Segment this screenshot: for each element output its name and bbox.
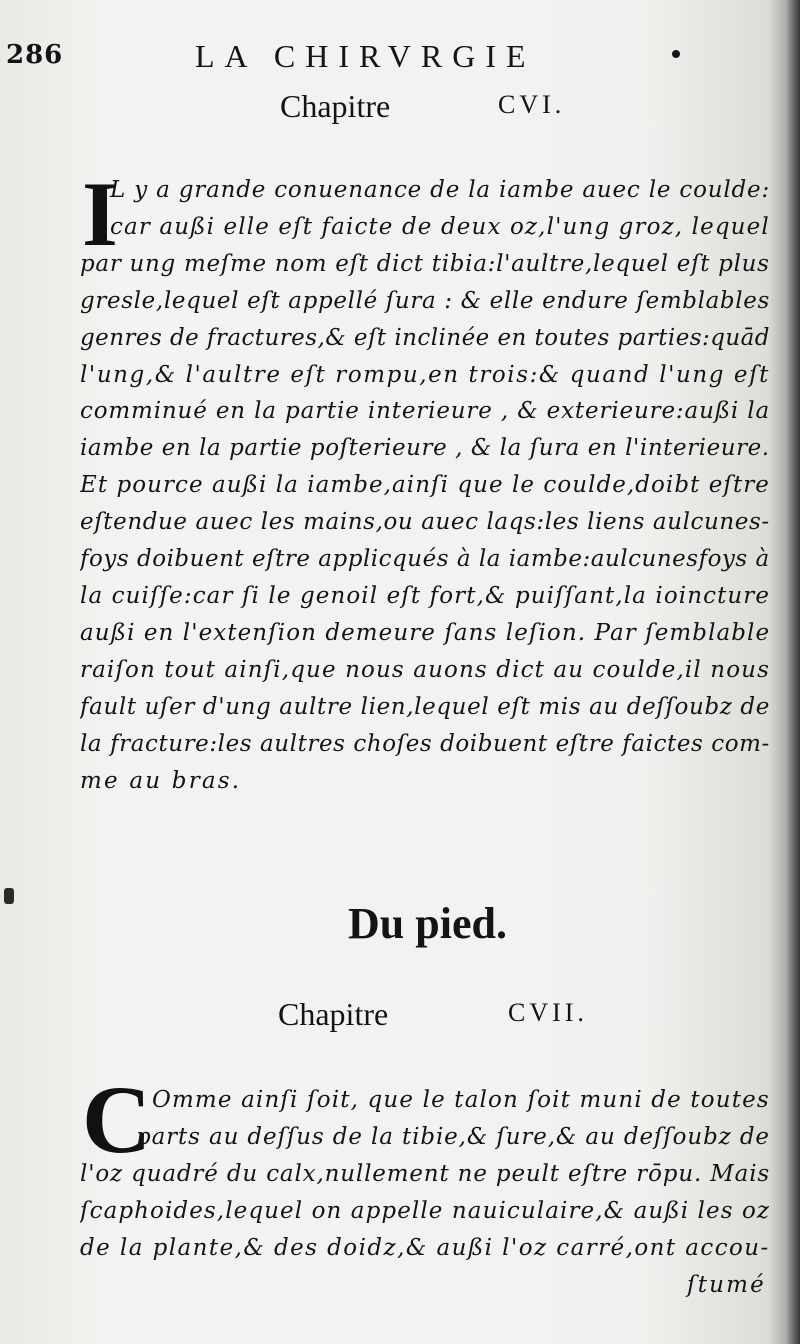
text-line: me au bras. <box>80 767 242 794</box>
margin-ink-mark <box>4 888 14 904</box>
text-line: de la plante,& des doidz,& außi l'oz carré,ont accou- <box>80 1234 770 1261</box>
text-line: par ung meſme nom eſt dict tibia:l'aultre,lequel eſt plus <box>80 250 770 277</box>
text-line: car außi elle eſt faicte de deux oz,l'ung groz, lequel <box>110 213 770 240</box>
text-line: Omme ainſi ſoit, que le talon ſoit muni de toutes <box>152 1087 770 1113</box>
page-number: 286 <box>6 40 64 70</box>
chapter-106-dropcap: I <box>82 163 118 265</box>
text-line: l'ung,& l'aultre eſt rompu,en trois:& quand l'ung eſt <box>80 361 770 388</box>
text-line: Et pource außi la iambe,ainſi que le coulde,doibt eſtre <box>80 472 770 499</box>
text-line: gresle,lequel eſt appellé ſura : & elle endure ſemblables <box>80 287 770 314</box>
text-line: l'oz quadré du calx,nullement ne peult eſtre rōpu. Mais <box>80 1160 770 1187</box>
running-head-dot <box>672 50 680 58</box>
text-line: ſtumé <box>687 1271 766 1298</box>
section-title: Du pied. <box>348 899 507 948</box>
chapter-106-text <box>80 172 770 799</box>
chapter-label: Chapitre <box>278 996 389 1032</box>
text-line: ſcaphoides,lequel on appelle nauiculaire,& außi les oz <box>80 1197 770 1224</box>
chapter-107-text <box>80 1082 770 1303</box>
chapter-number: CVII. <box>508 998 588 1027</box>
text-line: la fracture:les aultres choſes doibuent eſtre faictes com- <box>80 730 770 757</box>
text-line: L y a grande conuenance de la iambe auec le coulde: <box>110 177 770 203</box>
page-gutter-shadow <box>786 0 800 1344</box>
text-line: raiſon tout ainſi,que nous auons dict au coulde,il nous <box>80 656 770 683</box>
chapter-label: Chapitre <box>280 88 391 124</box>
text-line: außi en l'extenſion demeure ſans leſion. Par ſemblable <box>80 619 770 646</box>
chapter-106-heading <box>280 88 566 125</box>
text-line: comminué en la partie interieure , & exterieure:außi la <box>80 398 770 425</box>
text-line: la cuiſſe:car ſi le genoil eſt fort,& puiſſant,la ioincture <box>80 582 770 609</box>
text-line: eſtendue auec les mains,ou auec laqs:les liens aulcunes- <box>80 509 770 536</box>
text-line: fault uſer d'ung aultre lien,lequel eſt mis au deſſoubz de <box>80 693 770 720</box>
chapter-number: CVI. <box>498 90 566 119</box>
text-line: genres de fractures,& eſt inclinée en toutes parties:quād <box>80 324 770 351</box>
running-head: LA CHIRVRGIE <box>195 38 536 74</box>
text-line: parts au deſſus de la tibie,& ſure,& au deſſoubz de <box>136 1123 770 1150</box>
chapter-107-heading <box>278 996 588 1033</box>
chapter-107-dropcap: C <box>82 1066 152 1173</box>
text-line: iambe en la partie poſterieure , & la ſura en l'interieure. <box>80 435 770 462</box>
text-line: foys doibuent eſtre applicqués à la iambe:aulcunesfoys à <box>80 546 770 573</box>
